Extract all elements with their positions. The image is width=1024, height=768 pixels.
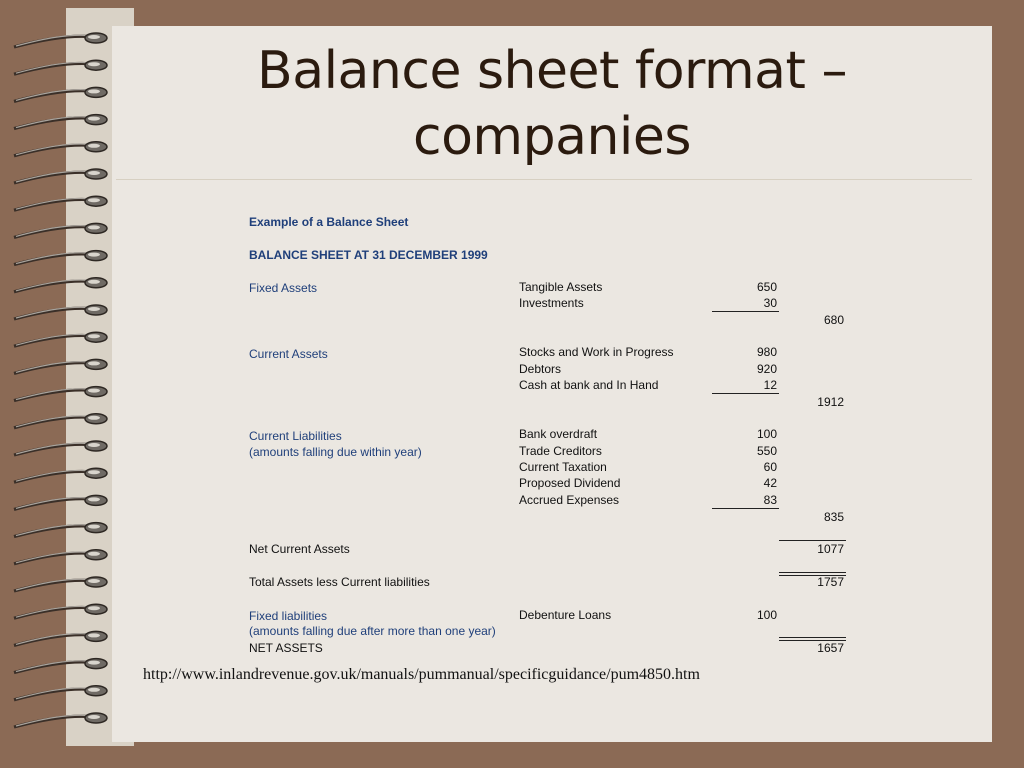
line-item-value: 83 bbox=[763, 493, 777, 507]
line-item-name: Accrued Expenses bbox=[519, 493, 620, 507]
line-item-value: 650 bbox=[756, 280, 777, 294]
line-item-value: 30 bbox=[763, 296, 777, 310]
subtotal-rule bbox=[712, 311, 779, 312]
total-assets-less-cl-value: 1757 bbox=[817, 575, 844, 589]
net-current-assets-value: 1077 bbox=[817, 542, 844, 556]
net-assets-label: NET ASSETS bbox=[249, 641, 323, 655]
line-item-name: Stocks and Work in Progress bbox=[519, 345, 674, 359]
net-assets-value: 1657 bbox=[817, 641, 844, 655]
subtotal-rule bbox=[712, 393, 779, 394]
fixed-liabilities-sublabel: (amounts falling due after more than one year) bbox=[249, 624, 496, 638]
line-item-value: 550 bbox=[756, 444, 777, 458]
total-rule bbox=[779, 540, 846, 541]
line-item-name: Cash at bank and In Hand bbox=[519, 378, 659, 392]
line-item-value: 100 bbox=[756, 608, 777, 622]
line-item-value: 920 bbox=[756, 362, 777, 376]
line-item-value: 980 bbox=[756, 345, 777, 359]
title-line-1: Balance sheet format – bbox=[257, 41, 847, 101]
current-assets-label: Current Assets bbox=[249, 347, 328, 361]
line-item-value: 100 bbox=[756, 427, 777, 441]
subtotal-rule bbox=[712, 508, 779, 509]
current-assets-total: 1912 bbox=[817, 395, 844, 409]
line-item-name: Bank overdraft bbox=[519, 427, 598, 441]
fixed-liabilities-label: Fixed liabilities bbox=[249, 609, 328, 623]
line-item-name: Debtors bbox=[519, 362, 562, 376]
line-item-value: 12 bbox=[763, 378, 777, 392]
line-item-name: Current Taxation bbox=[519, 460, 607, 474]
line-item-name: Investments bbox=[519, 296, 584, 310]
current-liabilities-total: 835 bbox=[823, 510, 844, 524]
fixed-assets-label: Fixed Assets bbox=[249, 281, 318, 295]
line-item-name: Trade Creditors bbox=[519, 444, 602, 458]
source-link[interactable]: http://www.inlandrevenue.gov.uk/manuals/pummanual/specificguidance/pum4850.htm bbox=[143, 666, 700, 683]
double-rule-top bbox=[779, 637, 846, 638]
sheet-subheading: BALANCE SHEET AT 31 DECEMBER 1999 bbox=[249, 248, 488, 262]
net-current-assets-label: Net Current Assets bbox=[249, 542, 350, 556]
current-liabilities-sublabel: (amounts falling due within year) bbox=[249, 445, 422, 459]
line-item-name: Debenture Loans bbox=[519, 608, 612, 622]
line-item-name: Tangible Assets bbox=[519, 280, 603, 294]
total-assets-less-cl-label: Total Assets less Current liabilities bbox=[249, 575, 430, 589]
line-item-value: 42 bbox=[763, 476, 777, 490]
fixed-assets-total: 680 bbox=[823, 313, 844, 327]
line-item-name: Proposed Dividend bbox=[519, 476, 621, 490]
double-rule-top bbox=[779, 572, 846, 573]
current-liabilities-label: Current Liabilities bbox=[249, 429, 342, 443]
line-item-value: 60 bbox=[763, 460, 777, 474]
sheet-heading: Example of a Balance Sheet bbox=[249, 215, 409, 229]
title-line-2: companies bbox=[413, 107, 691, 167]
